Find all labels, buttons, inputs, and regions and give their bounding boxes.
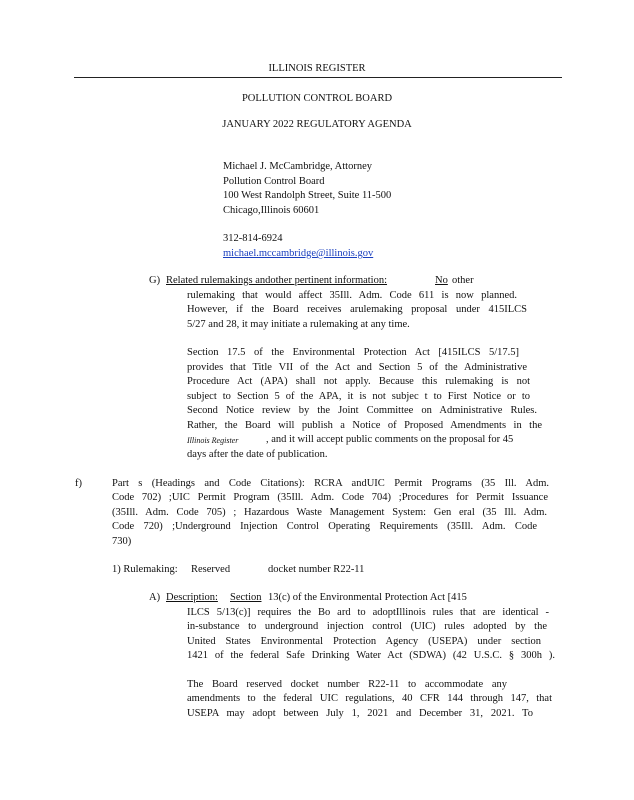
section-f-line: Code 702) ;UIC Permit Program (35Ill. Adm. Code 704) ;Procedures for Permit Issuance — [112, 492, 548, 503]
section-f-line: Part s (Headings and Code Citations): RCRA andUIC Permit Programs (35 Ill. Adm. — [112, 478, 549, 489]
section-g-para2-line: Procedure Act (APA) shall not apply. Because this rulemaking is not — [187, 376, 530, 387]
description-heading: Description: — [166, 592, 218, 603]
description-line: ILCS 5/13(c)] requires the Bo ard to adoptIllinois rules that are identical - — [187, 607, 549, 618]
section-g-para2-line: subject to Section 5 of the APA, it is not subjec t to First Notice or to — [187, 391, 530, 402]
contact-phone: 312-814-6924 — [223, 233, 283, 244]
section-f-label: f) — [75, 478, 82, 489]
rulemaking-reserved: Reserved — [191, 564, 231, 575]
header-rule — [74, 77, 562, 78]
description-first-line: 13(c) of the Environmental Protection Act [415 — [268, 592, 467, 603]
contact-org: Pollution Control Board — [223, 176, 325, 187]
section-g-para2-line: Second Notice review by the Joint Committee on Administrative Rules. — [187, 405, 537, 416]
contact-name: Michael J. McCambridge, Attorney — [223, 161, 373, 172]
section-f-line: Code 720) ;Underground Injection Control Operating Requirements (35Ill. Adm. Code — [112, 521, 537, 532]
section-g-tail: days after the date of publication. — [187, 449, 328, 460]
section-g-para2-line: Rather, the Board will publish a Notice of Proposed Amendments in the — [187, 420, 542, 431]
description-label: A) — [149, 592, 161, 603]
description-line: United States Environmental Protection Agency (USEPA) under section — [187, 636, 541, 647]
section-g-para2-line: Section 17.5 of the Environmental Protection Act [415ILCS 5/17.5] — [187, 347, 519, 358]
section-g-heading: Related rulemakings andother pertinent information: — [166, 275, 388, 286]
register-title: ILLINOIS REGISTER — [268, 63, 366, 74]
contact-city: Chicago,Illinois 60601 — [223, 205, 320, 216]
description-para2-line: amendments to the federal UIC regulations, 40 CFR 144 through 147, that — [187, 693, 552, 704]
agenda-title: JANUARY 2022 REGULATORY AGENDA — [222, 119, 412, 130]
section-g-line: However, if the Board receives arulemaking proposal under 415ILCS — [187, 304, 527, 315]
description-line: in-substance to underground injection control (UIC) rules adopted by the — [187, 621, 547, 632]
contact-street: 100 West Randolph Street, Suite 11-500 — [223, 190, 392, 201]
section-g-tail: , and it will accept public comments on the proposal for 45 — [266, 434, 514, 445]
section-g-no: No — [435, 275, 448, 286]
illinois-register-italic: Illinois Register — [187, 436, 239, 445]
rulemaking-docket: docket number R22-11 — [268, 564, 365, 575]
description-line: 1421 of the federal Safe Drinking Water Act (SDWA) (42 U.S.C. § 300h ). — [187, 650, 555, 661]
section-g-line: rulemaking that would affect 35Ill. Adm. Code 611 is now planned. — [187, 290, 517, 301]
section-g-other: other — [452, 275, 474, 286]
description-para2-line: The Board reserved docket number R22-11 to accommodate any — [187, 679, 507, 690]
section-f-line: (35Ill. Adm. Code 705) ; Hazardous Waste Management System: Gen eral (35 Ill. Adm. — [112, 507, 547, 518]
description-section-word: Section — [230, 592, 262, 603]
section-g-para2-line: provides that Title VII of the Act and Section 5 of the Administrative — [187, 362, 527, 373]
board-title: POLLUTION CONTROL BOARD — [241, 93, 393, 104]
rulemaking-label: 1) Rulemaking: — [112, 564, 178, 575]
description-para2-line: USEPA may adopt between July 1, 2021 and December 31, 2021. To — [187, 708, 533, 719]
contact-email-link[interactable]: michael.mccambridge@illinois.gov — [223, 248, 374, 259]
section-f-line: 730) — [112, 536, 132, 547]
section-g-label: G) — [149, 275, 161, 286]
section-g-line: 5/27 and 28, it may initiate a rulemaking at any time. — [187, 319, 410, 330]
